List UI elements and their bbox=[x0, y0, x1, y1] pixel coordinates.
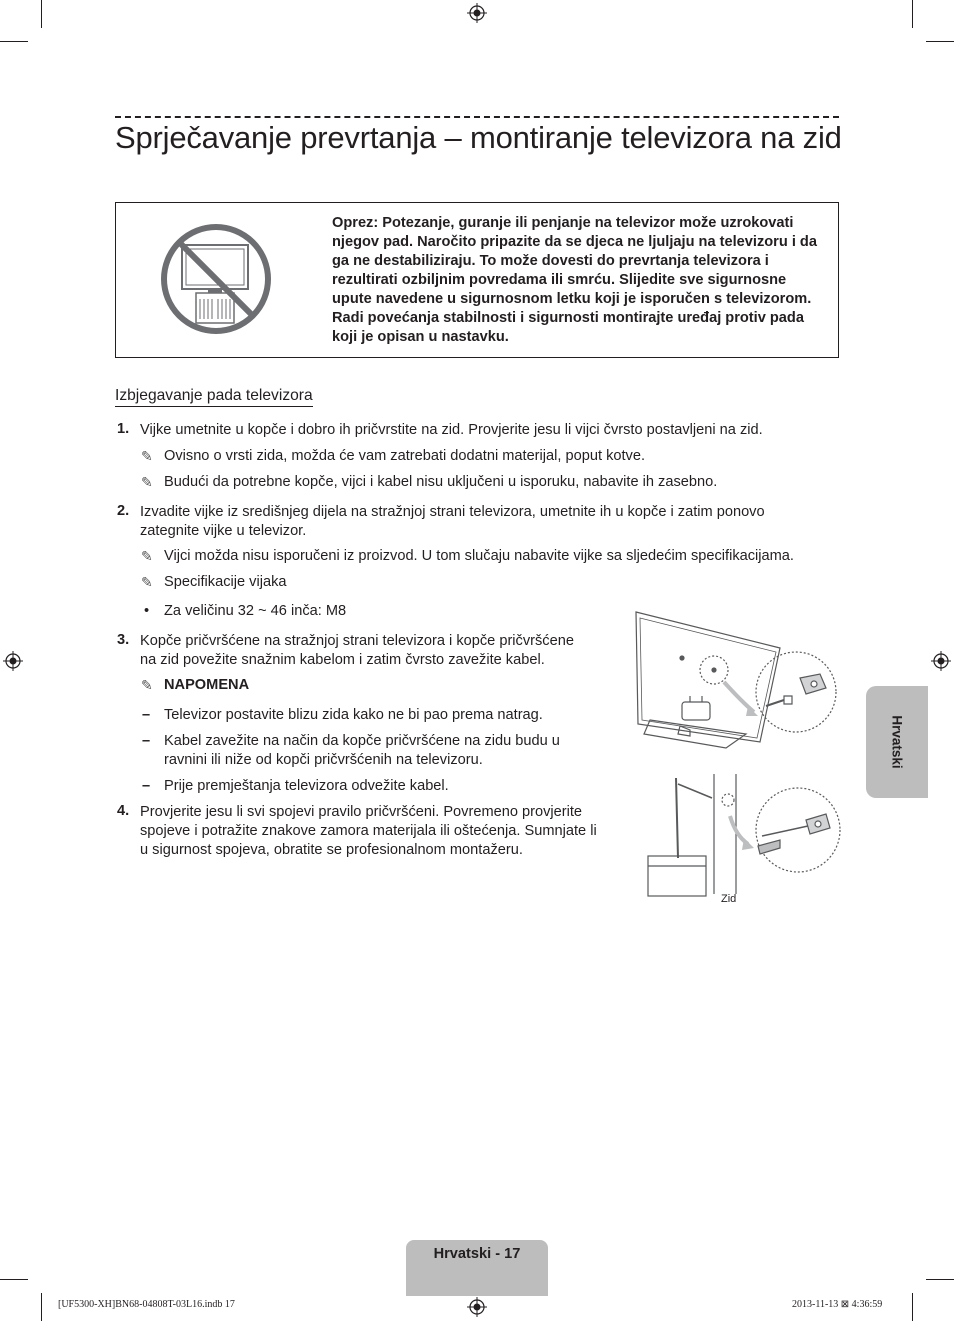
step-number: 4. bbox=[117, 803, 130, 819]
dash-text: ravnini ili niže od kopči pričvršćenih na televizoru. bbox=[164, 752, 483, 768]
bullet-text: Za veličinu 32 ~ 46 inča: M8 bbox=[164, 603, 347, 619]
step-number: 1. bbox=[117, 421, 130, 437]
bullet-icon: • bbox=[144, 603, 150, 619]
crop-mark bbox=[0, 1279, 28, 1280]
note-text: Vijci možda nisu isporučeni iz proizvod. U tom slučaju nabavite vijke sa sljedećim specifikacijama. bbox=[164, 548, 794, 564]
page-number-tab bbox=[406, 1240, 548, 1296]
note-icon: ✎ bbox=[141, 448, 153, 464]
caution-box bbox=[115, 202, 839, 358]
crop-mark bbox=[926, 1279, 954, 1280]
dash-icon: – bbox=[142, 778, 151, 794]
registration-mark-icon bbox=[3, 651, 23, 671]
title-rule bbox=[115, 116, 839, 118]
crop-mark bbox=[41, 0, 42, 28]
caution-text: Oprez: Potezanje, guranje ili penjanje na televizor može uzrokovati njegov pad. Naročito pripazite da se djeca ne ljuljaju na televizoru i da ga ne destabiliziraju. To može dovesti do prevrtanja televizora i rezultirati ozbiljnim povredama ili smrću. Slijedite sve sigurnosne upute navedene u sigurnosnom letku koji je isporučen s televizorom. Radi povećanja stabilnosti i sigurnosti montirajte uređaj protiv pada koji je opisan u nastavku. bbox=[332, 215, 817, 345]
step-text: na zid povežite snažnim kabelom i zatim čvrsto zavežite kabel. bbox=[140, 652, 545, 668]
footer-file-info: [UF5300-XH]BN68-04808T-03L16.indb 17 bbox=[58, 1299, 235, 1310]
dash-text: Kabel zavežite na način da kopče pričvršćene na zidu budu u bbox=[164, 733, 560, 749]
page-title: Sprječavanje prevrtanja – montiranje televizora na zid bbox=[115, 120, 842, 155]
crop-mark bbox=[912, 1293, 913, 1321]
section-heading: Izbjegavanje pada televizora bbox=[115, 387, 313, 407]
dash-text: Prije premještanja televizora odvežite kabel. bbox=[164, 778, 449, 794]
note-icon: ✎ bbox=[141, 677, 153, 693]
crop-mark bbox=[912, 0, 913, 28]
footer-timestamp: 2013-11-13 ⊠ 4:36:59 bbox=[792, 1299, 883, 1310]
no-tv-on-stand-icon bbox=[160, 223, 272, 335]
step-text: spojeve i potražite znakove zamora materijala ili oštećenja. Sumnjate li bbox=[140, 823, 597, 839]
page-number-label: Hrvatski - 17 bbox=[433, 1246, 521, 1262]
note-icon: ✎ bbox=[141, 474, 153, 490]
dash-icon: – bbox=[142, 733, 151, 749]
step-text: zategnite vijke u televizor. bbox=[140, 523, 307, 539]
registration-mark-icon bbox=[467, 3, 487, 23]
crop-mark bbox=[0, 41, 28, 42]
registration-mark-icon bbox=[467, 1297, 487, 1317]
note-text: Specifikacije vijaka bbox=[164, 574, 287, 590]
step-text: Kopče pričvršćene na stražnjoj strani televizora i kopče pričvršćene bbox=[140, 633, 574, 649]
note-icon: ✎ bbox=[141, 548, 153, 564]
crop-mark bbox=[41, 1293, 42, 1321]
step-text: Izvadite vijke iz središnjeg dijela na stražnjoj strani televizora, umetnite ih u kopče i zatim ponovo bbox=[140, 504, 765, 520]
note-text: Budući da potrebne kopče, vijci i kabel nisu uključeni u isporuku, nabavite ih zasebno. bbox=[164, 474, 718, 490]
step-text: Provjerite jesu li svi spojevi pravilo pričvršćeni. Povremeno provjerite bbox=[140, 804, 583, 820]
wall-label: Zid bbox=[721, 893, 737, 905]
tv-back-wall-mount-illustration bbox=[630, 608, 842, 908]
dash-icon: – bbox=[142, 707, 151, 723]
step-number: 2. bbox=[117, 503, 130, 519]
crop-mark bbox=[926, 41, 954, 42]
registration-mark-icon bbox=[931, 651, 951, 671]
step-text: u sigurnost spojeva, obratite se profesionalnom montažeru. bbox=[140, 842, 523, 858]
note-text: Ovisno o vrsti zida, možda će vam zatrebati dodatni materijal, poput kotve. bbox=[164, 448, 646, 464]
note-icon: ✎ bbox=[141, 574, 153, 590]
step-number: 3. bbox=[117, 632, 130, 648]
note-label: NAPOMENA bbox=[164, 677, 250, 693]
language-side-tab bbox=[866, 686, 928, 798]
step-text: Vijke umetnite u kopče i dobro ih pričvrstite na zid. Provjerite jesu li vijci čvrsto postavljeni na zid. bbox=[140, 422, 763, 438]
language-side-tab-label: Hrvatski bbox=[889, 715, 905, 769]
dash-text: Televizor postavite blizu zida kako ne bi pao prema natrag. bbox=[164, 707, 543, 723]
